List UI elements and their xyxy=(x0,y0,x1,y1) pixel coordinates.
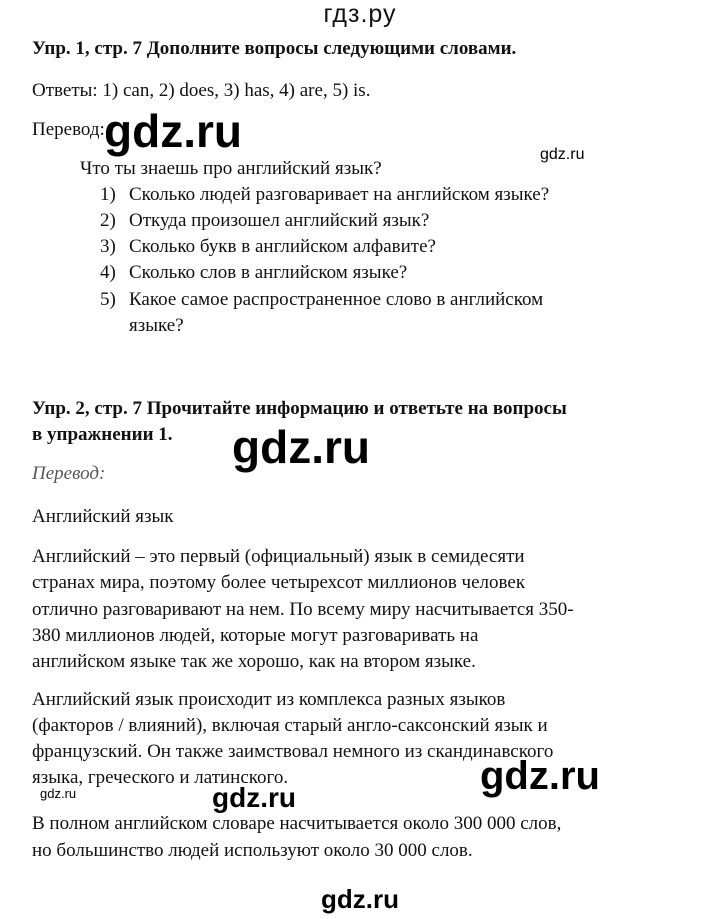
watermark: gdz.ru xyxy=(104,105,242,157)
watermark: gdz.ru xyxy=(480,754,600,798)
question-number: 2) xyxy=(100,210,116,231)
question-number: 4) xyxy=(100,262,116,283)
site-header: гдз.ру xyxy=(323,0,397,28)
exercise-2-title-line1: Упр. 2, стр. 7 Прочитайте информацию и ответьте на вопросы xyxy=(32,398,567,419)
question-text: Какое самое распространенное слово в английском xyxy=(129,289,544,310)
watermark: gdz.ru xyxy=(40,786,77,801)
text-title: Английский язык xyxy=(32,506,174,527)
exercise-1-title: Упр. 1, стр. 7 Дополните вопросы следующими словами. xyxy=(32,38,517,59)
paragraph-line: но большинство людей используют около 30 000 слов. xyxy=(32,840,473,861)
question-text: Сколько букв в английском алфавите? xyxy=(129,236,436,257)
watermark-footer: gdz.ru xyxy=(321,884,399,914)
exercise-1-answers: Ответы: 1) can, 2) does, 3) has, 4) are, 5) is. xyxy=(32,80,371,101)
exercise-2-title-line2: в упражнении 1. xyxy=(32,424,173,445)
paragraph-line: В полном английском словаре насчитывается около 300 000 слов, xyxy=(32,813,562,834)
question-text: Откуда произошел английский язык? xyxy=(129,210,430,231)
exercise-1-intro: Что ты знаешь про английский язык? xyxy=(80,158,382,179)
question-number: 3) xyxy=(100,236,116,257)
watermark: gdz.ru xyxy=(540,146,585,163)
watermark: gdz.ru xyxy=(232,421,370,473)
question-number: 1) xyxy=(100,184,116,205)
question-number: 5) xyxy=(100,289,116,310)
question-text: Сколько людей разговаривает на английском языке? xyxy=(129,184,550,205)
paragraph-line: французский. Он также заимствовал немного из скандинавского xyxy=(32,741,554,762)
question-text-continuation: языке? xyxy=(129,315,184,336)
paragraph-line: Английский – это первый (официальный) язык в семидесяти xyxy=(32,546,525,567)
paragraph-line: 380 миллионов людей, которые могут разговаривать на xyxy=(32,625,479,646)
paragraph-line: отлично разговаривают на нем. По всему миру насчитывается 350- xyxy=(32,599,574,620)
question-text: Сколько слов в английском языке? xyxy=(129,262,408,283)
paragraph-line: (факторов / влияний), включая старый англо-саксонский язык и xyxy=(32,715,548,736)
paragraph-line: английском языке так же хорошо, как на втором языке. xyxy=(32,651,476,672)
paragraph-line: странах мира, поэтому более четырехсот миллионов человек xyxy=(32,572,526,593)
paragraph-line: языка, греческого и латинского. xyxy=(32,767,289,788)
exercise-2-translation-label: Перевод: xyxy=(32,463,106,484)
paragraph-line: Английский язык происходит из комплекса разных языков xyxy=(32,689,506,710)
exercise-1-translation-label: Перевод: xyxy=(32,119,105,140)
watermark: gdz.ru xyxy=(212,782,296,813)
